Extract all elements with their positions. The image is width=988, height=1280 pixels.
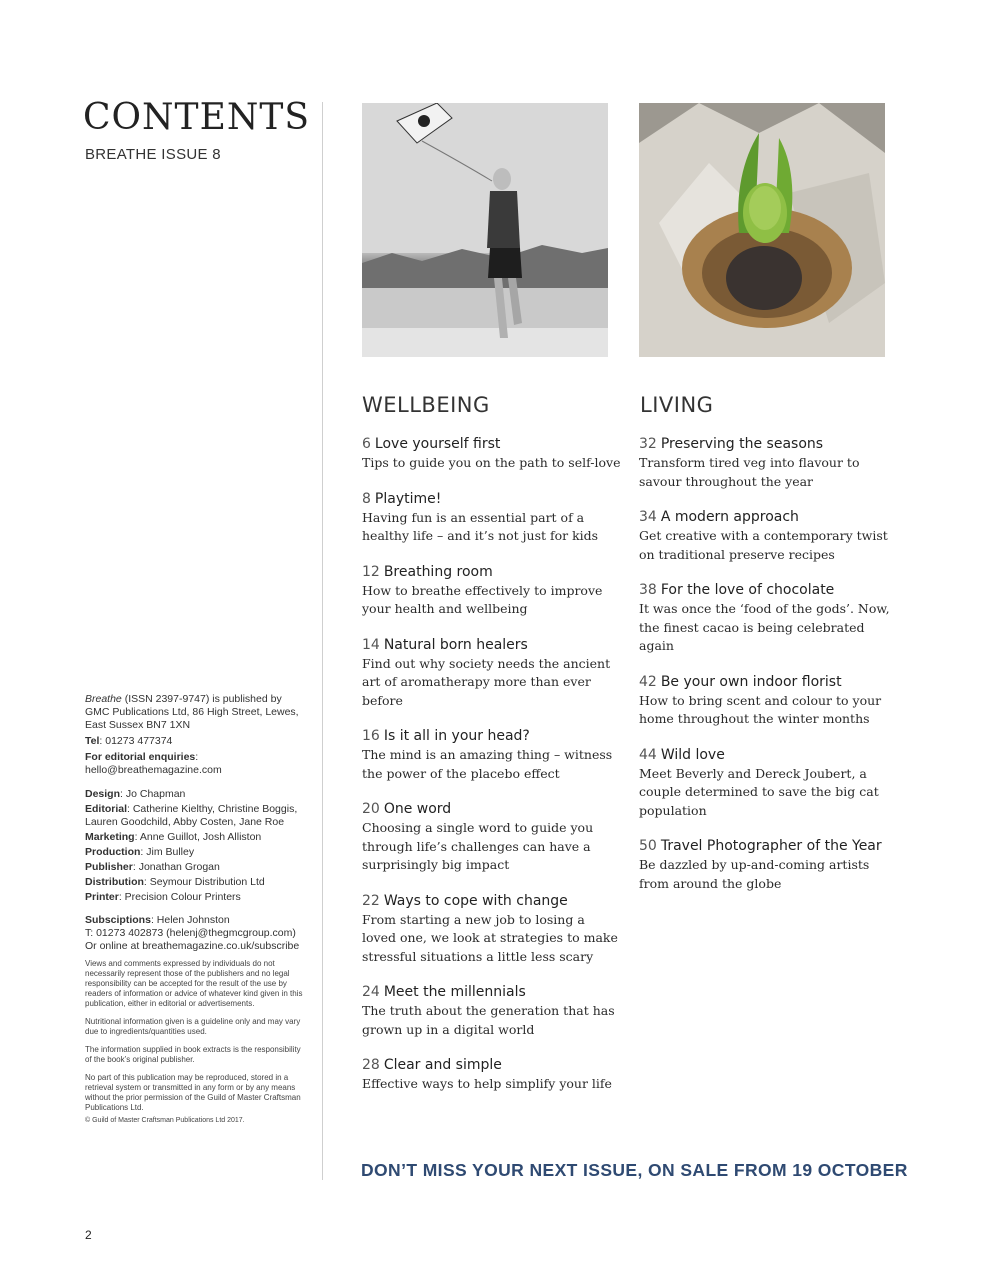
article-entry[interactable] <box>362 490 622 546</box>
legal-paragraph: The information supplied in book extracts is the responsibility of the book’s original publisher. <box>85 1045 301 1064</box>
credit-line: Publisher: Jonathan Grogan <box>85 861 220 873</box>
imprint <box>85 693 305 1126</box>
article-description: How to breathe effectively to improve your health and wellbeing <box>362 582 603 616</box>
article-heading <box>639 435 899 454</box>
article-heading <box>639 581 899 600</box>
article-entry[interactable] <box>362 800 622 875</box>
article-description: From starting a new job to losing a loved one, we look at strategies to make stressful situations a little less scary <box>362 911 618 964</box>
credit-line: Marketing: Anne Guillot, Josh Alliston <box>85 831 262 843</box>
tel-info: Tel: 01273 477374 <box>85 735 173 747</box>
photo-girl-with-kite <box>362 103 608 357</box>
article-description: Transform tired veg into flavour to savour throughout the year <box>639 455 860 489</box>
article-heading <box>639 837 899 856</box>
article-description: It was once the ‘food of the gods’. Now, the finest cacao is being celebrated again <box>639 601 890 653</box>
article-page-number: 32 <box>639 436 657 452</box>
next-issue-banner: DON’T MISS YOUR NEXT ISSUE, ON SALE FROM 19 OCTOBER <box>361 1160 908 1180</box>
article-entry[interactable] <box>639 508 899 564</box>
article-heading <box>362 490 622 509</box>
article-description: Be dazzled by up-and-coming artists from around the globe <box>639 857 870 891</box>
article-title: Ways to cope with change <box>383 892 568 909</box>
article-title: One word <box>383 801 452 817</box>
article-heading <box>362 892 622 911</box>
article-title: Meet the millennials <box>383 984 526 1000</box>
article-heading <box>362 727 622 746</box>
article-entry[interactable] <box>362 1056 622 1094</box>
article-entry[interactable] <box>362 727 622 783</box>
article-heading <box>362 435 622 454</box>
article-entry[interactable] <box>639 581 899 656</box>
page-title: CONTENTS <box>83 97 311 138</box>
article-entry[interactable] <box>639 746 899 821</box>
article-page-number: 44 <box>639 746 657 763</box>
article-title: Is it all in your head? <box>383 728 530 744</box>
legal-paragraph: Nutritional information given is a guideline only and may vary due to ingredients/quantities used. <box>85 1017 301 1036</box>
article-page-number: 16 <box>362 728 380 744</box>
credit-line: Editorial: Catherine Kielthy, Christine Boggis, Lauren Goodchild, Abby Costen, Jane Roe <box>85 803 298 828</box>
article-entry[interactable] <box>362 435 622 473</box>
article-heading <box>639 746 899 765</box>
article-entry[interactable] <box>362 563 622 619</box>
article-page-number: 28 <box>362 1057 380 1073</box>
article-description: Having fun is an essential part of a healthy life – and it’s not just for kids <box>362 509 599 543</box>
article-description: Get creative with a contemporary twist on traditional preserve recipes <box>639 528 888 562</box>
article-description: Effective ways to help simplify your life <box>362 1076 612 1091</box>
article-title: A modern approach <box>660 509 799 525</box>
article-entry[interactable] <box>362 983 622 1039</box>
article-page-number: 34 <box>639 509 657 525</box>
photo-hyacinth-bulb <box>639 103 885 357</box>
article-entry[interactable] <box>639 673 899 729</box>
credit-line: Design: Jo Chapman <box>85 788 186 800</box>
credit-line: Production: Jim Bulley <box>85 846 195 858</box>
article-heading <box>362 800 622 819</box>
article-description: Choosing a single word to guide you through life’s challenges can have a surprisingly big impact <box>362 820 594 872</box>
issue-subtitle: BREATHE ISSUE 8 <box>85 146 221 163</box>
credit-line: Printer: Precision Colour Printers <box>85 891 241 903</box>
living-article-list <box>639 435 899 910</box>
section-heading-living: LIVING <box>640 393 714 417</box>
article-entry[interactable] <box>362 636 622 711</box>
article-title: Be your own indoor florist <box>660 673 842 690</box>
article-heading <box>362 563 622 582</box>
subscriptions-info: Subsciptions: Helen Johnston T: 01273 402873 (helenj@thegmcgroup.com) Or online at breathemagazine.co.uk/subscribe <box>85 914 300 952</box>
publisher-info: Breathe (ISSN 2397-9747) is published by GMC Publications Ltd, 86 High Street, Lewes, East Sussex BN7 1XN <box>85 693 299 731</box>
article-title: For the love of chocolate <box>660 582 835 598</box>
article-entry[interactable] <box>362 892 622 967</box>
article-entry[interactable] <box>639 435 899 491</box>
article-description: The mind is an amazing thing – witness the power of the placebo effect <box>362 747 613 781</box>
page-number: 2 <box>85 1228 92 1242</box>
article-page-number: 14 <box>362 636 380 653</box>
article-page-number: 50 <box>639 838 657 854</box>
section-heading-wellbeing: WELLBEING <box>362 393 490 417</box>
wellbeing-article-list <box>362 435 622 1111</box>
legal-notices <box>85 959 305 1126</box>
article-page-number: 38 <box>639 582 657 598</box>
article-heading <box>639 673 899 692</box>
article-title: Love yourself first <box>374 436 501 452</box>
article-page-number: 20 <box>362 801 380 817</box>
article-description: Tips to guide you on the path to self-love <box>362 455 621 470</box>
legal-paragraph: No part of this publication may be reproduced, stored in a retrieval system or transmitted in any form or by any means without the prior permission of the Guild of Master Craftsman Publications Ltd. <box>85 1073 301 1112</box>
article-description: How to bring scent and colour to your home throughout the winter months <box>639 692 882 726</box>
article-page-number: 42 <box>639 673 657 690</box>
article-title: Breathing room <box>383 563 493 580</box>
article-page-number: 6 <box>362 436 371 452</box>
article-title: Travel Photographer of the Year <box>660 838 882 854</box>
credit-line: Distribution: Seymour Distribution Ltd <box>85 876 265 888</box>
article-title: Playtime! <box>374 490 442 507</box>
article-page-number: 12 <box>362 563 380 580</box>
article-heading <box>362 636 622 655</box>
article-title: Natural born healers <box>383 636 528 653</box>
article-title: Clear and simple <box>383 1057 502 1073</box>
article-page-number: 22 <box>362 892 380 909</box>
article-entry[interactable] <box>639 837 899 893</box>
copyright-notice: © Guild of Master Craftsman Publications Ltd 2017. <box>85 1117 245 1124</box>
article-heading <box>362 1056 622 1075</box>
article-heading <box>362 983 622 1002</box>
enquiries-info: For editorial enquiries: hello@breathemagazine.com <box>85 751 222 776</box>
article-title: Wild love <box>660 746 725 763</box>
article-description: Find out why society needs the ancient art of aromatherapy more than ever before <box>362 655 611 708</box>
legal-paragraph: Views and comments expressed by individuals do not necessarily represent those of the publishers and no legal responsibility can be accepted for the result of the use by readers of information or advice of whatever kind given in this publication, either in editorial or advertisements. <box>85 959 303 1008</box>
article-description: The truth about the generation that has grown up in a digital world <box>362 1003 615 1037</box>
article-page-number: 8 <box>362 490 371 507</box>
article-title: Preserving the seasons <box>660 436 824 452</box>
article-page-number: 24 <box>362 984 380 1000</box>
column-divider <box>322 102 323 1180</box>
article-description: Meet Beverly and Dereck Joubert, a couple determined to save the big cat population <box>639 765 879 818</box>
article-heading <box>639 508 899 527</box>
staff-credits <box>85 788 305 904</box>
